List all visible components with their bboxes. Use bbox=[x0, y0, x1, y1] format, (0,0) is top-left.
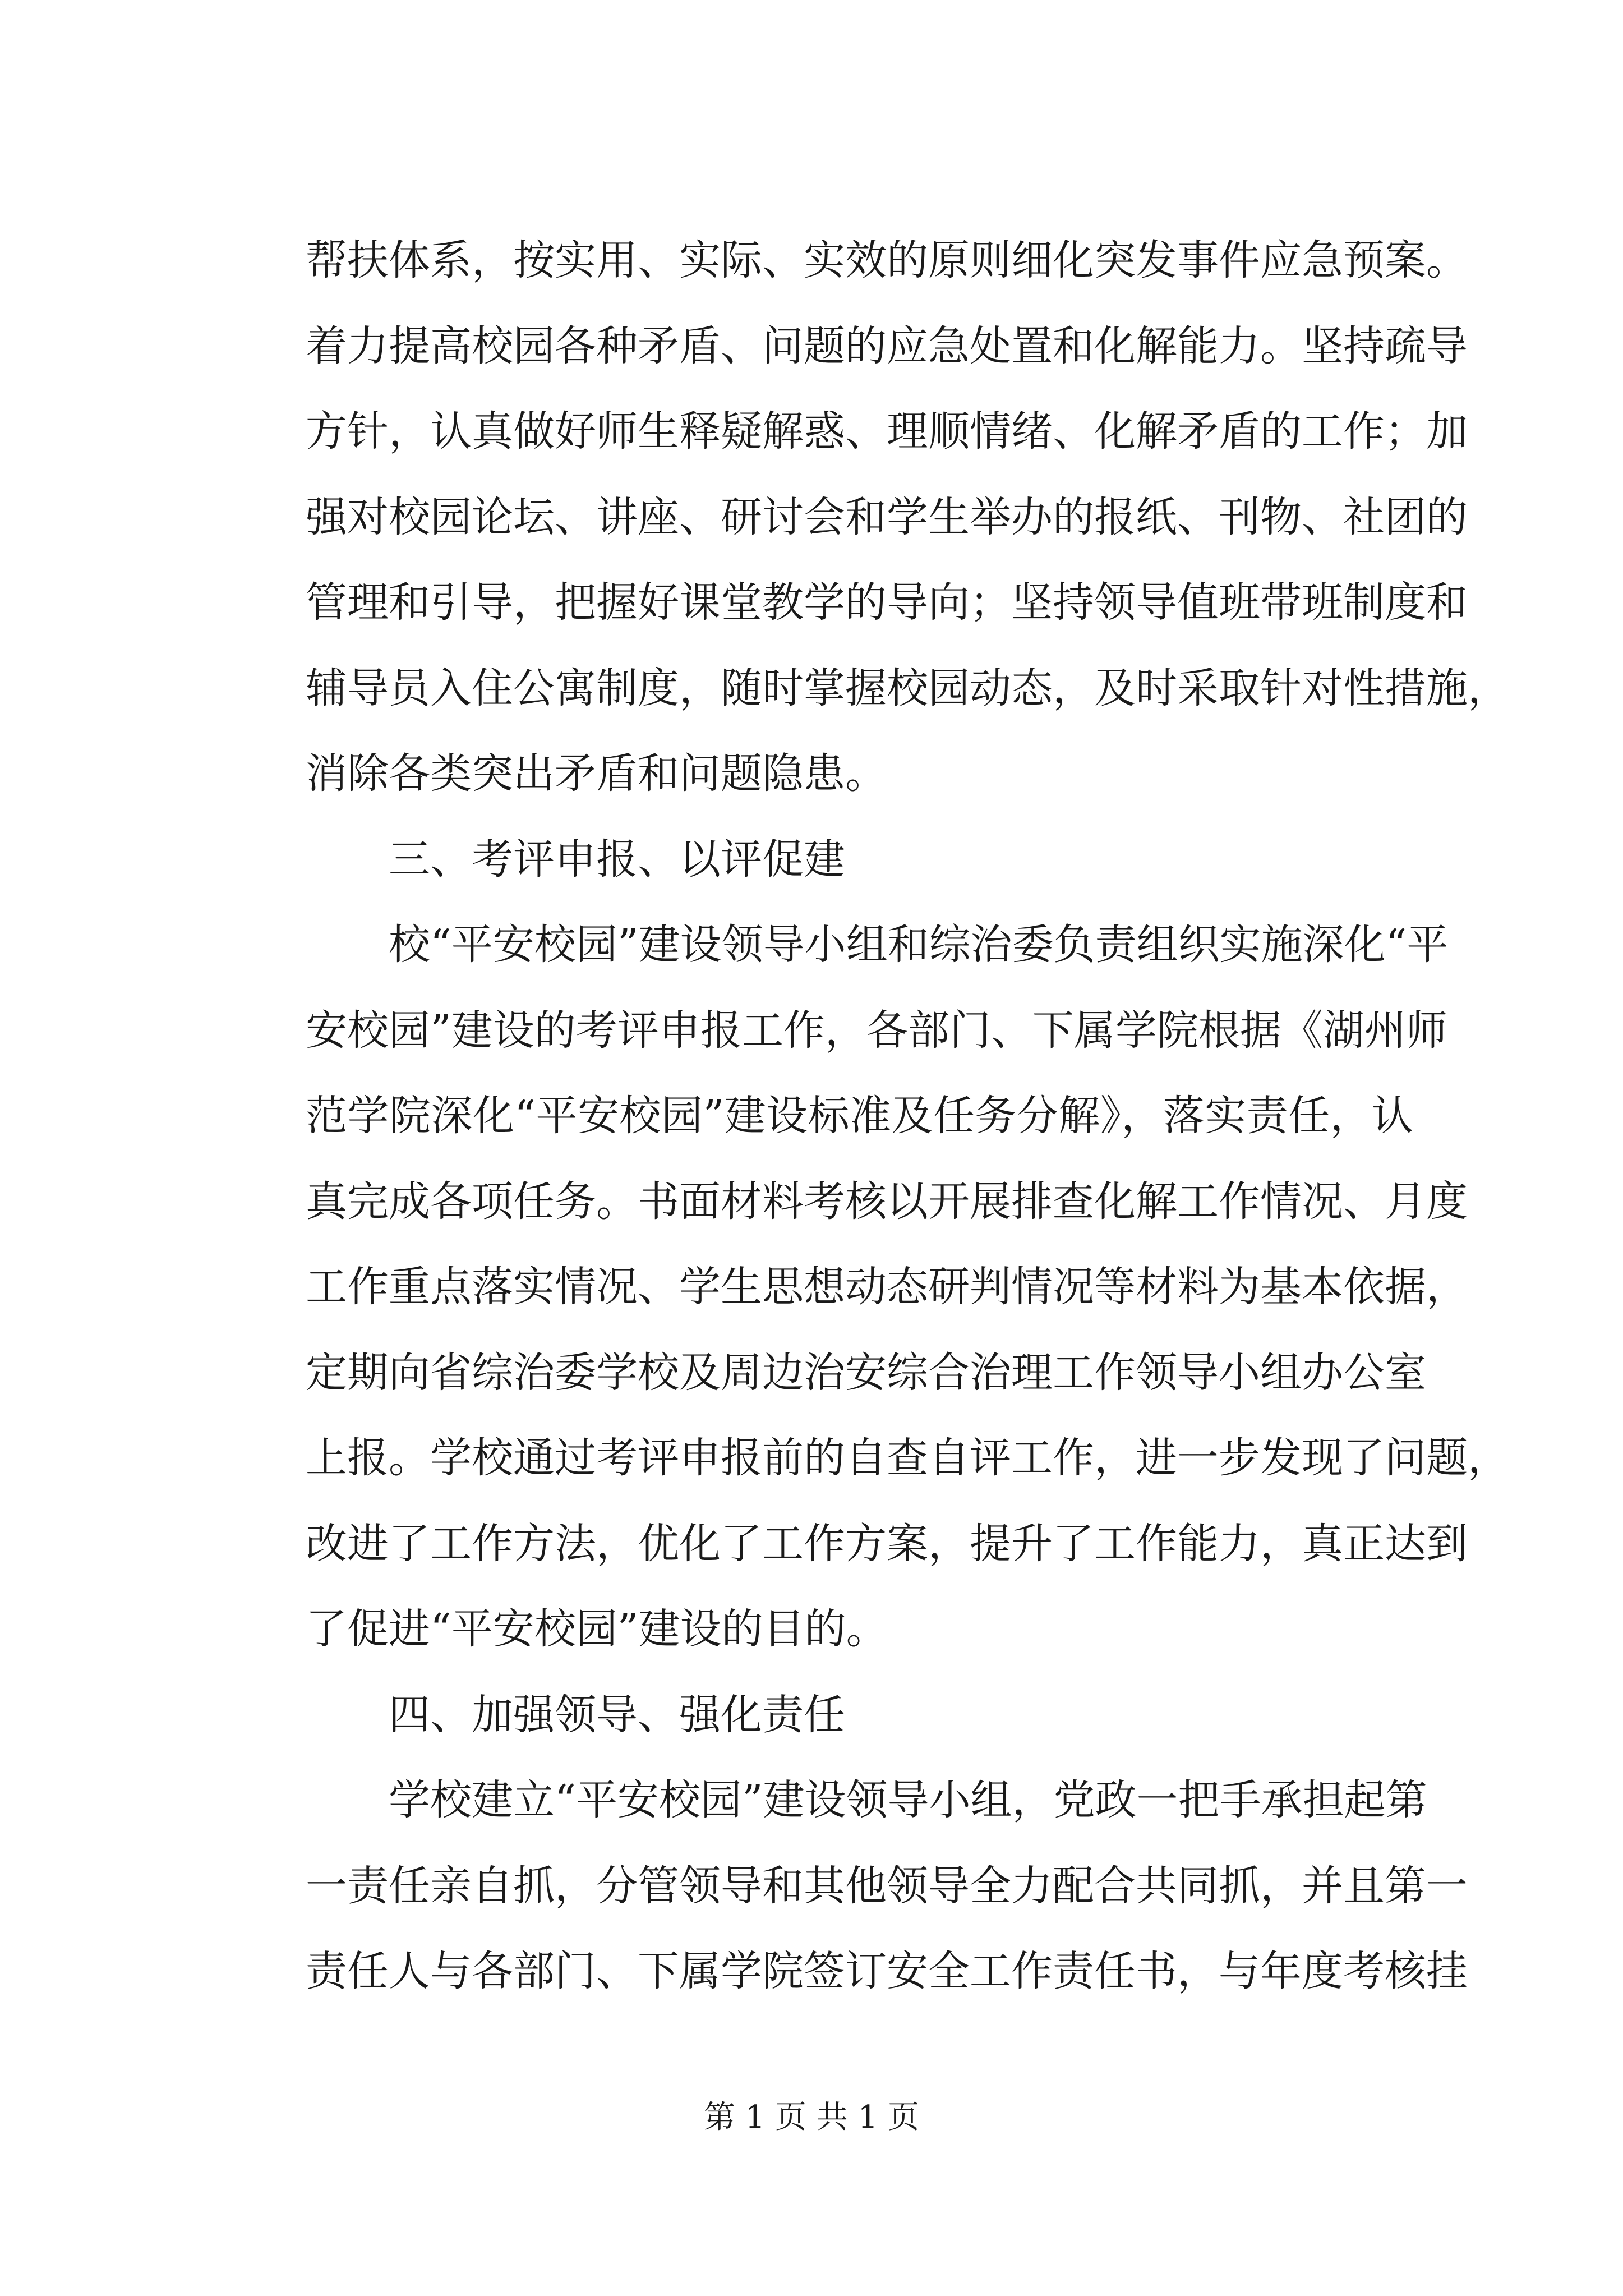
body-line: 范学院深化“平安校园”建设标准及任务分解》，落实责任，认 bbox=[306, 1092, 1413, 1140]
body-line: 一责任亲自抓，分管领导和其他领导全力配合共同抓，并且第一 bbox=[306, 1861, 1468, 1910]
body-line: 消除各类突出矛盾和问题隐患。 bbox=[306, 749, 887, 798]
body-line: 真完成各项任务。书面材料考核以开展排查化解工作情况、月度 bbox=[306, 1177, 1468, 1226]
body-line: 管理和引导，把握好课堂教学的导向；坚持领导值班带班制度和 bbox=[306, 578, 1468, 627]
section-heading: 四、加强领导、强化责任 bbox=[389, 1690, 845, 1739]
body-line: 方针，认真做好师生释疑解惑、理顺情绪、化解矛盾的工作；加 bbox=[306, 407, 1468, 455]
body-line: 帮扶体系，按实用、实际、实效的原则细化突发事件应急预案。 bbox=[306, 236, 1468, 284]
page-footer: 第 1 页 共 1 页 bbox=[703, 2099, 920, 2136]
body-line: 上报。学校通过考评申报前的自查自评工作，进一步发现了问题， bbox=[306, 1434, 1509, 1482]
body-line: 定期向省综治委学校及周边治安综合治理工作领导小组办公室 bbox=[306, 1348, 1426, 1397]
section-heading: 三、考评申报、以评促建 bbox=[389, 835, 845, 884]
document-body bbox=[306, 218, 1509, 2014]
body-line: 辅导员入住公寓制度，随时掌握校园动态，及时采取针对性措施， bbox=[306, 664, 1509, 712]
body-line: 学校建立“平安校园”建设领导小组，党政一把手承担起第 bbox=[389, 1776, 1427, 1824]
body-line: 责任人与各部门、下属学院签订安全工作责任书，与年度考核挂 bbox=[306, 1947, 1468, 1995]
body-line: 工作重点落实情况、学生思想动态研判情况等材料为基本依据， bbox=[306, 1263, 1468, 1311]
body-line: 校“平安校园”建设领导小组和综治委负责组织实施深化“平 bbox=[389, 921, 1449, 969]
body-line: 强对校园论坛、讲座、研讨会和学生举办的报纸、刊物、社团的 bbox=[306, 493, 1468, 541]
body-line: 了促进“平安校园”建设的目的。 bbox=[306, 1605, 888, 1653]
body-line: 安校园”建设的考评申报工作，各部门、下属学院根据《湖州师 bbox=[306, 1006, 1447, 1055]
body-line: 改进了工作方法，优化了工作方案，提升了工作能力，真正达到 bbox=[306, 1519, 1468, 1568]
body-line: 着力提高校园各种矛盾、问题的应急处置和化解能力。坚持疏导 bbox=[306, 321, 1468, 370]
